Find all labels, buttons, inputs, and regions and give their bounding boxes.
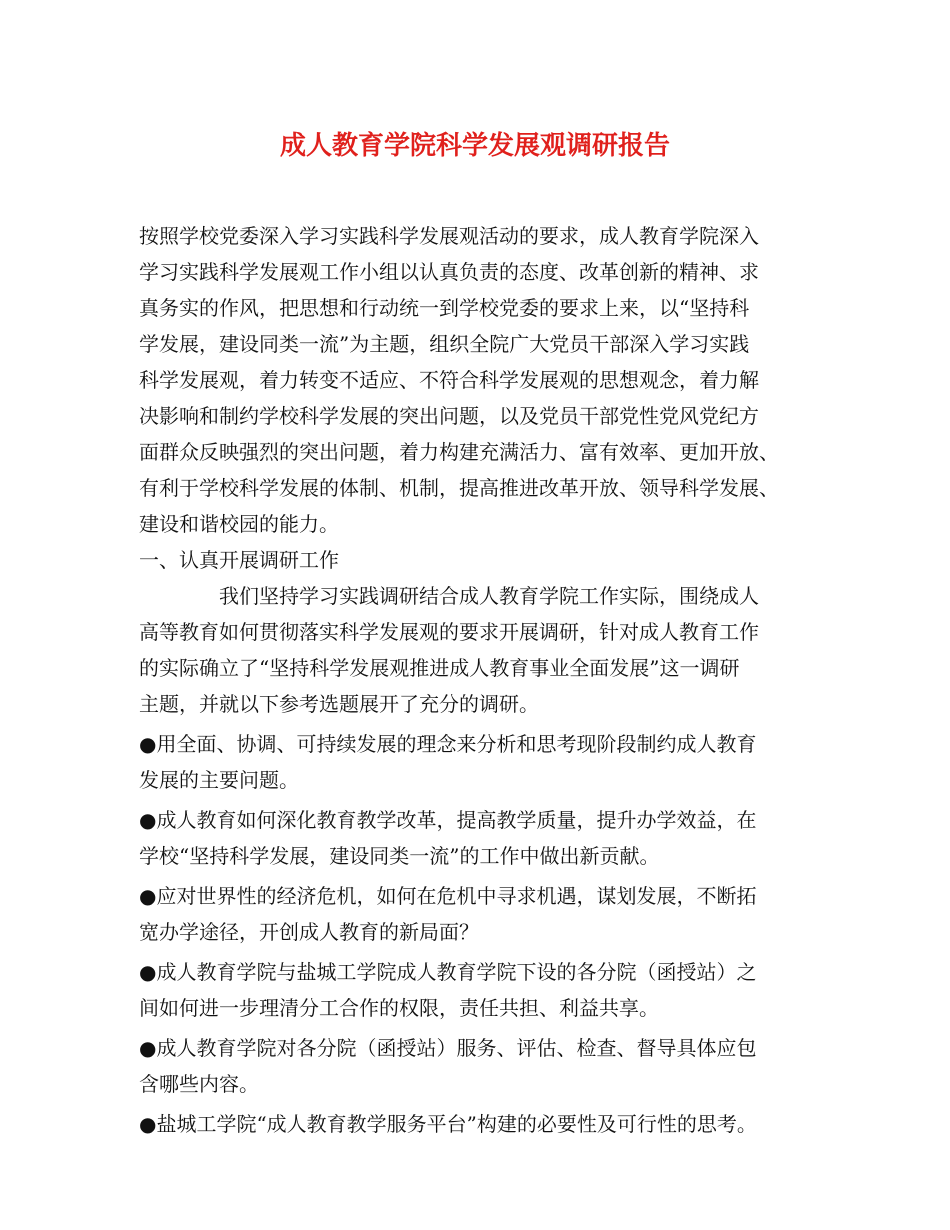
paragraph-line: 的实际确立了“坚持科学发展观推进成人教育事业全面发展”这一调研 <box>139 656 740 680</box>
paragraph-line: 按照学校党委深入学习实践科学发展观活动的要求，成人教育学院深入 <box>139 224 759 248</box>
paragraph-line: 决影响和制约学校科学发展的突出问题，以及党员干部党性党风党纪方 <box>139 404 759 428</box>
bullet-item-continuation: 发展的主要问题。 <box>139 768 299 792</box>
bullet-item-continuation: 间如何进一步理清分工合作的权限，责任共担、利益共享。 <box>139 996 659 1020</box>
paragraph-line: 学习实践科学发展观工作小组以认真负责的态度、改革创新的精神、求 <box>139 260 759 284</box>
bullet-item-continuation: 学校“坚持科学发展，建设同类一流”的工作中做出新贡献。 <box>139 844 660 868</box>
bullet-item: ●应对世界性的经济危机，如何在危机中寻求机遇，谋划发展，不断拓 <box>139 884 757 908</box>
bullet-item: ●盐城工学院“成人教育教学服务平台”构建的必要性及可行性的思考。 <box>139 1112 757 1136</box>
document-body <box>139 218 829 1142</box>
bullet-item: ●用全面、协调、可持续发展的理念来分析和思考现阶段制约成人教育 <box>139 732 757 756</box>
paragraph-line: 建设和谐校园的能力。 <box>139 512 339 536</box>
bullet-item: ●成人教育学院与盐城工学院成人教育学院下设的各分院（函授站）之 <box>139 960 757 984</box>
document-title: 成人教育学院科学发展观调研报告 <box>279 131 670 161</box>
paragraph-line: 有利于学校科学发展的体制、机制，提高推进改革开放、领导科学发展、 <box>139 476 779 500</box>
paragraph-line: 高等教育如何贯彻落实科学发展观的要求开展调研，针对成人教育工作 <box>139 620 759 644</box>
paragraph-line: 科学发展观，着力转变不适应、不符合科学发展观的思想观念，着力解 <box>139 368 759 392</box>
paragraph-line: 面群众反映强烈的突出问题，着力构建充满活力、富有效率、更加开放、 <box>139 440 779 464</box>
bullet-item: ●成人教育学院对各分院（函授站）服务、评估、检查、督导具体应包 <box>139 1036 757 1060</box>
bullet-item-continuation: 含哪些内容。 <box>139 1072 259 1096</box>
paragraph-line: 学发展，建设同类一流”为主题，组织全院广大党员干部深入学习实践 <box>139 332 750 356</box>
paragraph-line: 我们坚持学习实践调研结合成人教育学院工作实际，围绕成人 <box>219 584 759 608</box>
paragraph-line: 真务实的作风，把思想和行动统一到学校党委的要求上来，以“坚持科 <box>139 296 750 320</box>
bullet-item: ●成人教育如何深化教育教学改革，提高教学质量，提升办学效益，在 <box>139 808 757 832</box>
bullet-item-continuation: 宽办学途径，开创成人教育的新局面？ <box>139 920 479 944</box>
paragraph-line: 主题，并就以下参考选题展开了充分的调研。 <box>139 692 539 716</box>
section-heading: 一、认真开展调研工作 <box>139 548 339 572</box>
